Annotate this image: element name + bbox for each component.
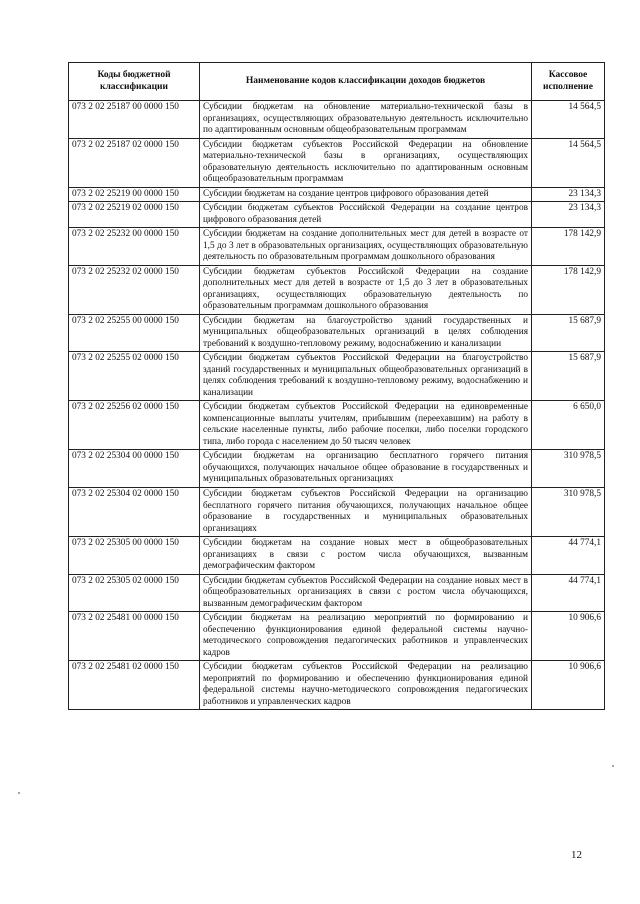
- table-body: [69, 101, 605, 710]
- row-code: 073 2 02 25304 00 0000 150: [69, 450, 200, 488]
- table-row: [69, 202, 605, 228]
- header-name: Наименование кодов классификации доходов бюджетов: [200, 63, 532, 101]
- table-row: [69, 537, 605, 575]
- row-name: Субсидии бюджетам субъектов Российской Федерации на обновление материально-технической базы в организациях, осуществляющих образовательную деятельность исключительно по адаптированным основным общеобразовательным программам: [200, 138, 532, 187]
- row-value: 14 564,5: [532, 101, 605, 139]
- row-code: 073 2 02 25219 02 0000 150: [69, 202, 200, 228]
- row-code: 073 2 02 25187 02 0000 150: [69, 138, 200, 187]
- row-value: 6 650,0: [532, 401, 605, 450]
- table-row: [69, 187, 605, 202]
- page-number: 12: [571, 849, 582, 861]
- row-code: 073 2 02 25255 02 0000 150: [69, 352, 200, 401]
- row-value: 44 774,1: [532, 537, 605, 575]
- row-name: Субсидии бюджетам на организацию бесплатного горячего питания обучающихся, получающих начальное общее образование в государственных и муниципальных образовательных организациях: [200, 450, 532, 488]
- row-code: 073 2 02 25256 02 0000 150: [69, 401, 200, 450]
- row-code: 073 2 02 25305 00 0000 150: [69, 537, 200, 575]
- row-code: 073 2 02 25187 00 0000 150: [69, 101, 200, 139]
- table-row: [69, 314, 605, 352]
- row-name: Субсидии бюджетам на благоустройство зданий государственных и муниципальных общеобразовательных организаций в целях соблюдения требований к воздушно-тепловому режиму, водоснабжению и канализации: [200, 314, 532, 352]
- row-name: Субсидии бюджетам субъектов Российской Федерации на реализацию мероприятий по формированию и обеспечению функционирования единой федеральной системы научно-методического сопровождения педагогических работников и управленческих кадров: [200, 661, 532, 710]
- header-codes: Коды бюджетной классификации: [69, 63, 200, 101]
- row-name: Субсидии бюджетам на создание новых мест в общеобразовательных организациях в связи с ростом числа обучающихся, вызванным демографическим фактором: [200, 537, 532, 575]
- table-row: [69, 487, 605, 536]
- budget-classification-table: [68, 62, 605, 710]
- row-code: 073 2 02 25305 02 0000 150: [69, 574, 200, 612]
- row-name: Субсидии бюджетам на создание дополнительных мест для детей в возрасте от 1,5 до 3 лет в образовательных организациях, осуществляющих образовательную деятельность по образовательным программам дошкольного образования: [200, 228, 532, 266]
- row-value: 23 134,3: [532, 202, 605, 228]
- scan-speck: [18, 792, 20, 794]
- row-value: 310 978,5: [532, 450, 605, 488]
- row-name: Субсидии бюджетам на обновление материально-технической базы в организациях, осуществляющих образовательную деятельность исключительно по адаптированным основным общеобразовательным программам: [200, 101, 532, 139]
- row-name: Субсидии бюджетам на создание центров цифрового образования детей: [200, 187, 532, 202]
- row-code: 073 2 02 25304 02 0000 150: [69, 487, 200, 536]
- row-name: Субсидии бюджетам субъектов Российской Федерации на создание дополнительных мест для детей в возрасте от 1,5 до 3 лет в образовательных организациях, осуществляющих образовательную деятельность по образовательным программам дошкольного образования: [200, 265, 532, 314]
- row-value: 178 142,9: [532, 228, 605, 266]
- row-name: Субсидии бюджетам субъектов Российской Федерации на единовременные компенсационные выплаты учителям, прибывшим (переехавшим) на работу в сельские населенные пункты, либо рабочие поселки, либо поселки городского типа, либо города с населением до 50 тысяч человек: [200, 401, 532, 450]
- row-name: Субсидии бюджетам субъектов Российской Федерации на создание центров цифрового образования детей: [200, 202, 532, 228]
- table-row: [69, 352, 605, 401]
- row-code: 073 2 02 25481 02 0000 150: [69, 661, 200, 710]
- row-code: 073 2 02 25255 00 0000 150: [69, 314, 200, 352]
- row-value: 10 906,6: [532, 612, 605, 661]
- row-value: 178 142,9: [532, 265, 605, 314]
- row-value: 15 687,9: [532, 314, 605, 352]
- table-header-row: [69, 63, 605, 101]
- row-name: Субсидии бюджетам субъектов Российской Федерации на создание новых мест в общеобразовательных организациях в связи с ростом числа обучающихся, вызванным демографическим фактором: [200, 574, 532, 612]
- row-name: Субсидии бюджетам субъектов Российской Федерации на благоустройство зданий государственных и муниципальных общеобразовательных организаций в целях соблюдения требований к воздушно-тепловому режиму, водоснабжению и канализации: [200, 352, 532, 401]
- row-value: 15 687,9: [532, 352, 605, 401]
- header-execution: Кассовое исполнение: [532, 63, 605, 101]
- table-row: [69, 612, 605, 661]
- table-row: [69, 265, 605, 314]
- table-row: [69, 401, 605, 450]
- row-value: 310 978,5: [532, 487, 605, 536]
- table-row: [69, 661, 605, 710]
- table-row: [69, 450, 605, 488]
- table-row: [69, 101, 605, 139]
- scan-speck: [612, 765, 614, 767]
- row-code: 073 2 02 25232 00 0000 150: [69, 228, 200, 266]
- table-row: [69, 138, 605, 187]
- row-code: 073 2 02 25481 00 0000 150: [69, 612, 200, 661]
- table-row: [69, 228, 605, 266]
- row-value: 23 134,3: [532, 187, 605, 202]
- row-code: 073 2 02 25232 02 0000 150: [69, 265, 200, 314]
- row-value: 44 774,1: [532, 574, 605, 612]
- row-code: 073 2 02 25219 00 0000 150: [69, 187, 200, 202]
- row-value: 14 564,5: [532, 138, 605, 187]
- row-name: Субсидии бюджетам на реализацию мероприятий по формированию и обеспечению функционирования единой федеральной системы научно-методического сопровождения педагогических работников и управленческих кадров: [200, 612, 532, 661]
- row-name: Субсидии бюджетам субъектов Российской Федерации на организацию бесплатного горячего питания обучающихся, получающих начальное общее образование в государственных и муниципальных образовательных организациях: [200, 487, 532, 536]
- table-row: [69, 574, 605, 612]
- row-value: 10 906,6: [532, 661, 605, 710]
